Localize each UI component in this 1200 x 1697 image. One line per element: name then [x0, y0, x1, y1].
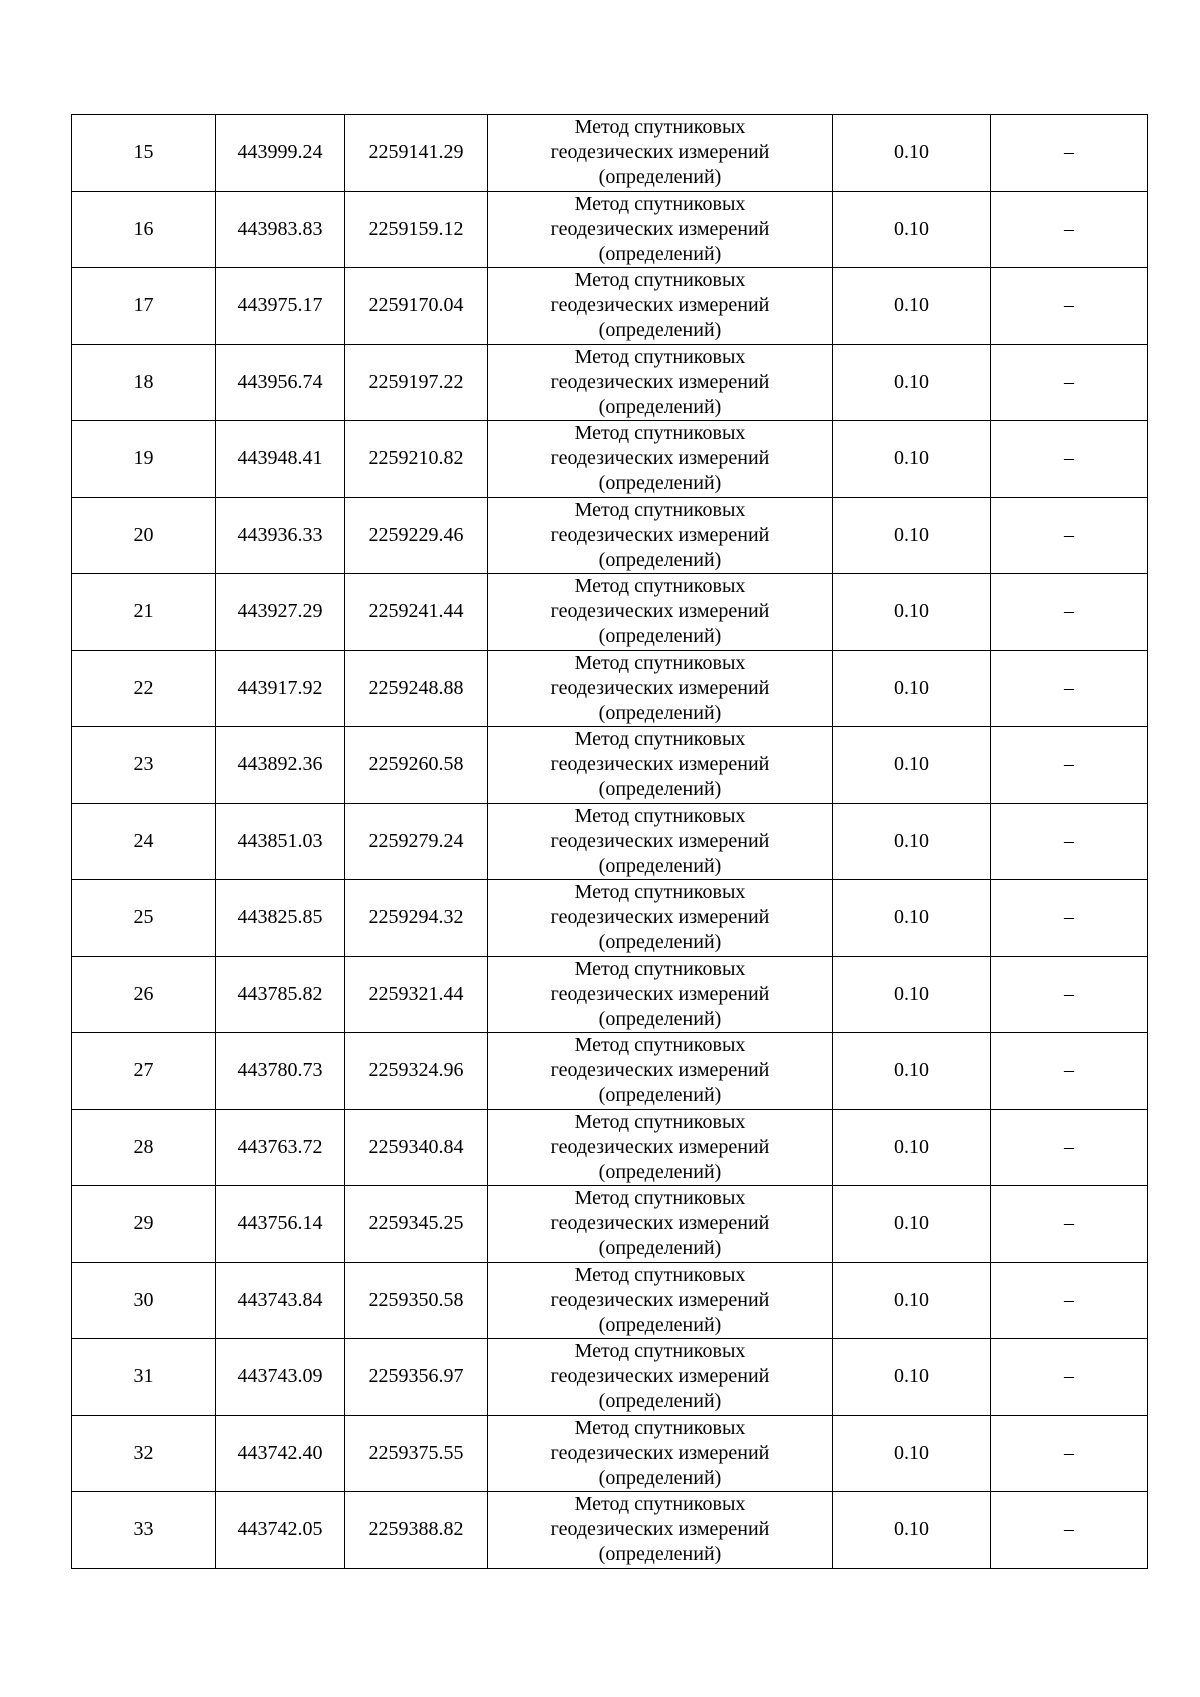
method-cell	[488, 1415, 833, 1492]
method-text-line: (определений)	[598, 242, 722, 265]
description-cell: –	[991, 1033, 1148, 1110]
accuracy-cell: 0.10	[833, 1262, 991, 1339]
method-text-line: геодезических измерений	[550, 1441, 770, 1464]
method-text-line: (определений)	[598, 1160, 722, 1183]
accuracy-cell: 0.10	[833, 803, 991, 880]
method-text-line: (определений)	[598, 778, 722, 801]
method-text-line: (определений)	[598, 931, 722, 954]
point-number-cell: 32	[72, 1415, 216, 1492]
method-text-line: (определений)	[598, 854, 722, 877]
coordinate-y-cell: 2259340.84	[345, 1109, 488, 1186]
accuracy-cell: 0.10	[833, 191, 991, 268]
method-text-line: геодезических измерений	[550, 829, 770, 852]
method-text-line: (определений)	[598, 625, 722, 648]
coordinate-x-cell: 443780.73	[216, 1033, 345, 1110]
coordinate-y-cell: 2259260.58	[345, 727, 488, 804]
description-cell: –	[991, 650, 1148, 727]
table-row	[72, 1033, 1148, 1110]
accuracy-cell: 0.10	[833, 344, 991, 421]
point-number-cell: 27	[72, 1033, 216, 1110]
accuracy-cell: 0.10	[833, 268, 991, 345]
method-cell	[488, 268, 833, 345]
method-cell	[488, 880, 833, 957]
method-text-line: геодезических измерений	[550, 1135, 770, 1158]
table-row	[72, 1262, 1148, 1339]
description-cell: –	[991, 1492, 1148, 1569]
point-number-cell: 19	[72, 421, 216, 498]
method-text-line: Метод спутниковых	[574, 804, 746, 827]
coordinate-x-cell: 443927.29	[216, 574, 345, 651]
point-number-cell: 28	[72, 1109, 216, 1186]
coordinate-y-cell: 2259170.04	[345, 268, 488, 345]
method-text-line: Метод спутниковых	[574, 116, 746, 139]
point-number-cell: 16	[72, 191, 216, 268]
method-cell	[488, 1109, 833, 1186]
table-row	[72, 1492, 1148, 1569]
description-cell: –	[991, 1109, 1148, 1186]
method-cell	[488, 1262, 833, 1339]
table-row	[72, 574, 1148, 651]
method-cell	[488, 956, 833, 1033]
method-text-line: (определений)	[598, 395, 722, 418]
point-number-cell: 18	[72, 344, 216, 421]
method-text-line: Метод спутниковых	[574, 1263, 746, 1286]
table-row	[72, 497, 1148, 574]
coordinate-y-cell: 2259279.24	[345, 803, 488, 880]
method-cell	[488, 344, 833, 421]
method-text-line: Метод спутниковых	[574, 1034, 746, 1057]
coordinate-x-cell: 443742.05	[216, 1492, 345, 1569]
coordinate-y-cell: 2259321.44	[345, 956, 488, 1033]
method-cell	[488, 1492, 833, 1569]
table-row	[72, 1186, 1148, 1263]
coordinate-y-cell: 2259388.82	[345, 1492, 488, 1569]
method-text-line: Метод спутниковых	[574, 1493, 746, 1516]
table-row	[72, 115, 1148, 192]
method-text-line: Метод спутниковых	[574, 881, 746, 904]
description-cell: –	[991, 803, 1148, 880]
accuracy-cell: 0.10	[833, 1186, 991, 1263]
method-text-line: (определений)	[598, 548, 722, 571]
method-text-line: геодезических измерений	[550, 141, 770, 164]
coordinate-y-cell: 2259210.82	[345, 421, 488, 498]
method-text-line: геодезических измерений	[550, 906, 770, 929]
coordinate-x-cell: 443975.17	[216, 268, 345, 345]
coordinate-y-cell: 2259345.25	[345, 1186, 488, 1263]
coordinate-y-cell: 2259197.22	[345, 344, 488, 421]
coordinate-x-cell: 443743.09	[216, 1339, 345, 1416]
coordinate-x-cell: 443742.40	[216, 1415, 345, 1492]
method-text-line: (определений)	[598, 472, 722, 495]
method-text-line: геодезических измерений	[550, 1365, 770, 1388]
coordinates-table-body	[72, 115, 1148, 1569]
method-text-line: геодезических измерений	[550, 370, 770, 393]
method-text-line: геодезических измерений	[550, 982, 770, 1005]
description-cell: –	[991, 268, 1148, 345]
coordinate-y-cell: 2259350.58	[345, 1262, 488, 1339]
coordinate-x-cell: 443851.03	[216, 803, 345, 880]
point-number-cell: 25	[72, 880, 216, 957]
description-cell: –	[991, 1262, 1148, 1339]
coordinate-y-cell: 2259294.32	[345, 880, 488, 957]
coordinate-x-cell: 443825.85	[216, 880, 345, 957]
method-text-line: геодезических измерений	[550, 1518, 770, 1541]
table-row	[72, 727, 1148, 804]
accuracy-cell: 0.10	[833, 956, 991, 1033]
accuracy-cell: 0.10	[833, 574, 991, 651]
method-cell	[488, 1339, 833, 1416]
method-text-line: геодезических измерений	[550, 600, 770, 623]
method-text-line: геодезических измерений	[550, 1212, 770, 1235]
method-text-line: (определений)	[598, 1390, 722, 1413]
method-cell	[488, 803, 833, 880]
accuracy-cell: 0.10	[833, 1033, 991, 1110]
method-text-line: (определений)	[598, 1007, 722, 1030]
point-number-cell: 26	[72, 956, 216, 1033]
table-row	[72, 803, 1148, 880]
coordinate-y-cell: 2259159.12	[345, 191, 488, 268]
table-row	[72, 191, 1148, 268]
coordinate-x-cell: 443956.74	[216, 344, 345, 421]
accuracy-cell: 0.10	[833, 880, 991, 957]
method-cell	[488, 421, 833, 498]
method-text-line: геодезических измерений	[550, 294, 770, 317]
table-row	[72, 1109, 1148, 1186]
method-cell	[488, 1186, 833, 1263]
coordinate-x-cell: 443936.33	[216, 497, 345, 574]
point-number-cell: 20	[72, 497, 216, 574]
method-text-line: (определений)	[598, 1084, 722, 1107]
accuracy-cell: 0.10	[833, 497, 991, 574]
method-cell	[488, 574, 833, 651]
method-text-line: (определений)	[598, 1543, 722, 1566]
coordinate-y-cell: 2259356.97	[345, 1339, 488, 1416]
method-text-line: Метод спутниковых	[574, 192, 746, 215]
accuracy-cell: 0.10	[833, 650, 991, 727]
description-cell: –	[991, 956, 1148, 1033]
method-text-line: Метод спутниковых	[574, 345, 746, 368]
method-cell	[488, 1033, 833, 1110]
point-number-cell: 15	[72, 115, 216, 192]
method-text-line: Метод спутниковых	[574, 651, 746, 674]
point-number-cell: 24	[72, 803, 216, 880]
accuracy-cell: 0.10	[833, 1415, 991, 1492]
table-row	[72, 1339, 1148, 1416]
table-row	[72, 956, 1148, 1033]
method-text-line: Метод спутниковых	[574, 957, 746, 980]
method-text-line: (определений)	[598, 1466, 722, 1489]
coordinate-x-cell: 443763.72	[216, 1109, 345, 1186]
coordinate-x-cell: 443948.41	[216, 421, 345, 498]
accuracy-cell: 0.10	[833, 1492, 991, 1569]
method-text-line: Метод спутниковых	[574, 1416, 746, 1439]
description-cell: –	[991, 497, 1148, 574]
table-row	[72, 268, 1148, 345]
method-cell	[488, 497, 833, 574]
coordinate-y-cell: 2259241.44	[345, 574, 488, 651]
description-cell: –	[991, 115, 1148, 192]
method-text-line: геодезических измерений	[550, 676, 770, 699]
method-text-line: (определений)	[598, 166, 722, 189]
method-text-line: Метод спутниковых	[574, 422, 746, 445]
coordinate-x-cell: 443999.24	[216, 115, 345, 192]
description-cell: –	[991, 727, 1148, 804]
accuracy-cell: 0.10	[833, 115, 991, 192]
coordinate-x-cell: 443983.83	[216, 191, 345, 268]
method-text-line: Метод спутниковых	[574, 498, 746, 521]
point-number-cell: 29	[72, 1186, 216, 1263]
description-cell: –	[991, 191, 1148, 268]
point-number-cell: 30	[72, 1262, 216, 1339]
method-text-line: геодезических измерений	[550, 1059, 770, 1082]
method-cell	[488, 191, 833, 268]
method-cell	[488, 115, 833, 192]
description-cell: –	[991, 880, 1148, 957]
coordinate-y-cell: 2259375.55	[345, 1415, 488, 1492]
point-number-cell: 22	[72, 650, 216, 727]
table-row	[72, 421, 1148, 498]
coordinate-y-cell: 2259141.29	[345, 115, 488, 192]
method-text-line: Метод спутниковых	[574, 1340, 746, 1363]
accuracy-cell: 0.10	[833, 727, 991, 804]
description-cell: –	[991, 1186, 1148, 1263]
coordinates-table	[71, 114, 1148, 1569]
method-text-line: геодезических измерений	[550, 523, 770, 546]
coordinate-x-cell: 443756.14	[216, 1186, 345, 1263]
table-row	[72, 344, 1148, 421]
method-cell	[488, 650, 833, 727]
point-number-cell: 31	[72, 1339, 216, 1416]
method-text-line: (определений)	[598, 1237, 722, 1260]
method-text-line: геодезических измерений	[550, 753, 770, 776]
description-cell: –	[991, 574, 1148, 651]
coordinate-x-cell: 443892.36	[216, 727, 345, 804]
table-row	[72, 1415, 1148, 1492]
coordinate-y-cell: 2259248.88	[345, 650, 488, 727]
coordinate-y-cell: 2259229.46	[345, 497, 488, 574]
point-number-cell: 17	[72, 268, 216, 345]
accuracy-cell: 0.10	[833, 1339, 991, 1416]
coordinate-x-cell: 443917.92	[216, 650, 345, 727]
method-text-line: (определений)	[598, 319, 722, 342]
table-row	[72, 880, 1148, 957]
description-cell: –	[991, 421, 1148, 498]
method-text-line: Метод спутниковых	[574, 1187, 746, 1210]
method-text-line: Метод спутниковых	[574, 269, 746, 292]
method-text-line: геодезических измерений	[550, 447, 770, 470]
table-row	[72, 650, 1148, 727]
accuracy-cell: 0.10	[833, 421, 991, 498]
method-text-line: Метод спутниковых	[574, 728, 746, 751]
method-text-line: Метод спутниковых	[574, 575, 746, 598]
method-text-line: геодезических измерений	[550, 1288, 770, 1311]
method-text-line: Метод спутниковых	[574, 1110, 746, 1133]
accuracy-cell: 0.10	[833, 1109, 991, 1186]
coordinate-x-cell: 443785.82	[216, 956, 345, 1033]
method-cell	[488, 727, 833, 804]
description-cell: –	[991, 1415, 1148, 1492]
coordinate-x-cell: 443743.84	[216, 1262, 345, 1339]
method-text-line: (определений)	[598, 1313, 722, 1336]
point-number-cell: 23	[72, 727, 216, 804]
coordinate-y-cell: 2259324.96	[345, 1033, 488, 1110]
description-cell: –	[991, 1339, 1148, 1416]
description-cell: –	[991, 344, 1148, 421]
point-number-cell: 21	[72, 574, 216, 651]
method-text-line: (определений)	[598, 701, 722, 724]
point-number-cell: 33	[72, 1492, 216, 1569]
method-text-line: геодезических измерений	[550, 217, 770, 240]
